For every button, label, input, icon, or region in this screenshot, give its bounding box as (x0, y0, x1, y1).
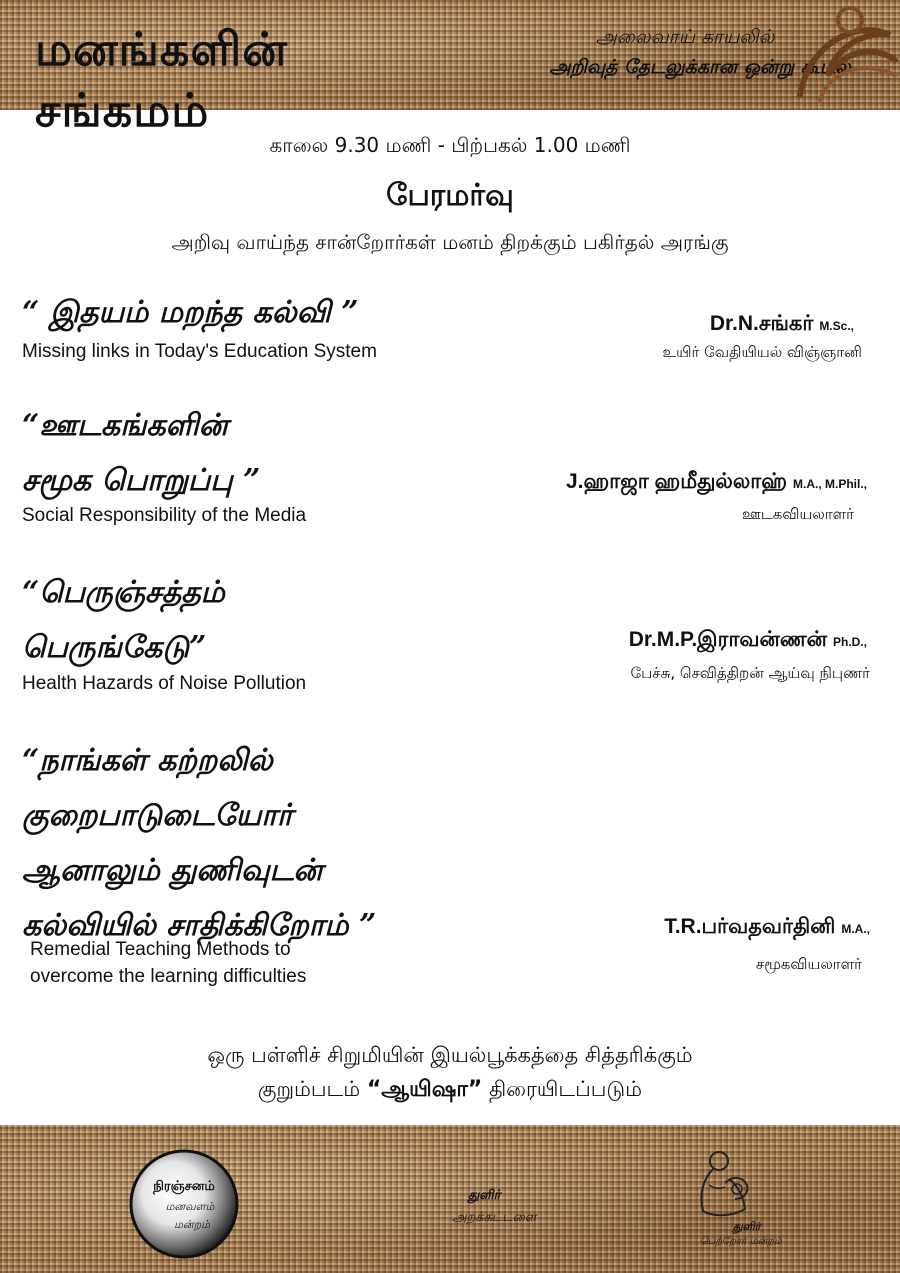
talk-4-english-line-1: Remedial Teaching Methods to (30, 939, 291, 960)
talk-3-title (22, 565, 362, 675)
speaker-2-role: ஊடகவியலாளர் (741, 505, 854, 523)
session-heading: பேரமர்வு (386, 178, 514, 213)
talk-4-title-line-2: குறைபாடுடையோர் (22, 798, 293, 833)
talk-1-english: Missing links in Today's Education System (22, 341, 377, 362)
event-title: மனங்களின் சங்கமம் (35, 22, 288, 137)
event-time: காலை 9.30 மணி - பிற்பகல் 1.00 மணி (269, 133, 631, 157)
film-prefix: குறும்படம் (257, 1077, 367, 1101)
speaker-4-degree: M.A., (841, 922, 870, 936)
parent-forum-logo-line-2: பெற்றோர் மன்றம் (700, 1236, 783, 1247)
talk-3-english: Health Hazards of Noise Pollution (22, 673, 307, 694)
speaker-3-name-text: Dr.M.P.இராவன்ணன் (628, 628, 827, 651)
thulir-foundation-logo-line-2: அறக்கட்டளை (452, 1210, 537, 1225)
film-suffix: திரையிடப்படும் (482, 1077, 643, 1101)
speaker-1-name (710, 312, 854, 338)
parent-forum-logo-line-1: துளிர் (733, 1220, 761, 1233)
film-announcement-line-1: ஒரு பள்ளிச் சிறுமியின் இயல்பூக்கத்தை சித்தரிக்கும் (207, 1043, 693, 1067)
speaker-2-degree: M.A., M.Phil., (793, 477, 867, 491)
talk-2-title-line-2: சமூக பொறுப்பு ” (22, 463, 261, 498)
talk-2-title (22, 398, 362, 508)
speaker-3-role: பேச்சு, செவித்திறன் ஆய்வு நிபுணர் (630, 664, 870, 682)
speaker-3-degree: Ph.D., (832, 635, 867, 649)
speaker-2-name (566, 470, 867, 496)
parent-child-logo-icon (685, 1145, 775, 1225)
tagline-line-1: அலைவாய் காயலில் (595, 26, 775, 48)
logo-left-line-3: மன்றம் (174, 1218, 210, 1231)
speaker-2-name-text: J.ஹாஜா ஹமீதுல்லாஹ் (565, 470, 787, 493)
talk-4-title (22, 733, 492, 953)
logo-left-line-1: நிரஞ்சனம் (153, 1179, 215, 1194)
talk-4-title-line-4: கல்வியில் சாதிக்கிறோம் ” (22, 908, 377, 943)
talk-1-title: “ இதயம் மறந்த கல்வி ” (22, 295, 359, 330)
talk-2-english: Social Responsibility of the Media (22, 505, 307, 526)
speaker-1-role: உயிர் வேதியியல் விஞ்ஞானி (662, 343, 862, 361)
talk-4-title-line-1: “நாங்கள் கற்றலில் (22, 743, 273, 778)
speaker-1-degree: M.Sc., (819, 319, 854, 333)
talk-4-title-line-3: ஆனாலும் துணிவுடன் (22, 853, 323, 888)
thulir-foundation-logo-line-1: துளிர் (468, 1188, 501, 1203)
talk-3-title-line-2: பெருங்கேடு” (22, 630, 207, 665)
speaker-4-role: சமூகவியலாளர் (755, 955, 862, 973)
talk-2-title-line-1: “ஊடகங்களின் (22, 408, 228, 443)
film-announcement-line-2 (0, 1077, 900, 1105)
speaker-4-name (664, 915, 870, 941)
speaker-4-name-text: T.R.பர்வதவர்தினி (664, 915, 836, 938)
niranjanam-logo (128, 1148, 240, 1260)
tagline-line-2: அறிவுத் தேடலுக்கான ஒன்று கூடல் (549, 56, 851, 78)
talk-3-title-line-1: “பெருஞ்சத்தம் (22, 575, 225, 610)
film-title: “ஆயிஷா” (366, 1077, 483, 1102)
session-subheading: அறிவு வாய்ந்த சான்றோர்கள் மனம் திறக்கும் பகிர்தல் அரங்கு (171, 230, 729, 254)
speaker-1-name-text: Dr.N.சங்கர் (709, 312, 814, 335)
decorative-swirl-icon (790, 0, 900, 105)
speaker-3-name (629, 628, 867, 654)
logo-left-line-2: மனவளம் (165, 1200, 215, 1213)
talk-4-english-line-2: overcome the learning difficulties (30, 966, 307, 987)
